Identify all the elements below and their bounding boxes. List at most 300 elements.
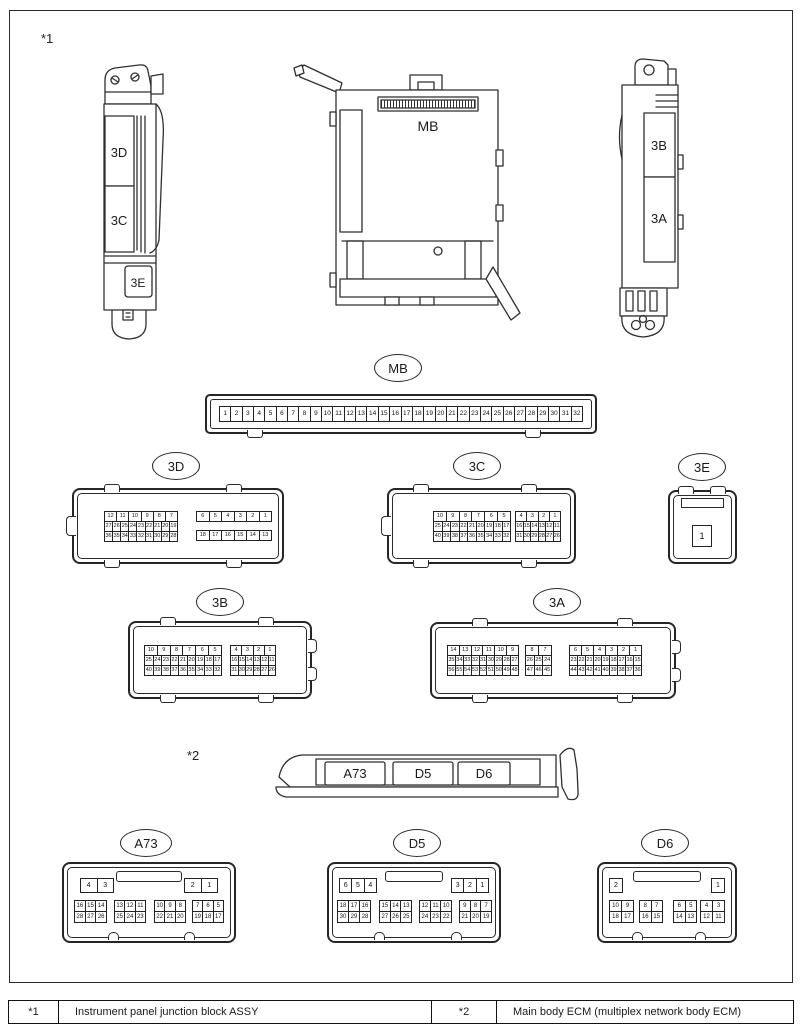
pin-grid [339,878,377,893]
pin-cell: 18 [196,530,210,541]
connector-3a [430,622,676,699]
pin-cell: 34 [484,531,494,542]
mounting-tab [521,560,537,568]
pin-cell: 4 [515,511,527,522]
footnote-desc-cell: Instrument panel junction block ASSY [59,1001,432,1023]
pin-cell: 17 [401,406,413,422]
pin-cell: 5 [209,511,223,522]
pin-cell: 12 [344,406,356,422]
view-label-d6: D6 [475,766,493,781]
pin-cell: 37 [625,665,634,676]
pin-grid [459,900,492,923]
pin-cell: 19 [484,521,494,532]
pin-cell: 34 [455,655,464,666]
pin-cell: 3 [605,645,618,656]
connector-label-3c: 3C [453,452,501,480]
pin-cell: 16 [389,406,401,422]
pin-cell: 50 [494,665,503,676]
connector-label-3d: 3D [152,452,200,480]
pin-cell: 13 [538,521,547,532]
pin-cell: 6 [339,878,352,893]
pin-cell: 28 [502,655,511,666]
pin-cell: 13 [685,911,698,923]
pin-cell: 16 [359,900,371,912]
pin-cell: 2 [609,878,623,893]
footnote-ref-cell: *2 [432,1001,497,1023]
pin-cell: 16 [515,521,524,532]
pin-cell: 14 [246,530,260,541]
pin-cell: 10 [609,900,622,912]
pin-cell: 8 [153,511,166,522]
pin-cell: 14 [447,645,460,656]
pin-cell: 7 [165,511,178,522]
pin-grid [196,511,272,541]
pin-cell: 14 [245,655,254,666]
pin-cell: 17 [209,530,223,541]
pin-cell: 9 [141,511,154,522]
pin-cell: 12 [124,900,135,912]
pin-cell: 31 [230,665,239,676]
pin-cell: 35 [187,665,197,676]
pin-cell: 39 [609,665,618,676]
pin-cell: 16 [625,655,634,666]
pin-grid [419,900,452,923]
pin-cell: 14 [673,911,686,923]
key-notch [374,932,385,940]
pin-cell: 1 [692,525,712,547]
pin-cell: 8 [459,511,473,522]
pin-cell: 20 [187,655,197,666]
pin-cell: 14 [530,521,539,532]
pin-cell: 13 [253,655,262,666]
mounting-hook [560,748,578,799]
pin-cell: 25 [491,406,503,422]
pin-cell: 40 [601,665,610,676]
pin-cell: 11 [332,406,344,422]
pin-cell: 23 [161,655,171,666]
mounting-tab [104,560,120,568]
pin-grid [692,525,712,547]
latch [308,667,317,681]
pin-cell: 21 [467,521,477,532]
pin-cell: 20 [435,406,447,422]
key-notch [451,932,462,940]
pin-cell: 6 [195,645,209,656]
latch [672,640,681,654]
pin-cell: 24 [124,911,135,923]
view-label-mb: MB [417,118,439,134]
pin-cell: 31 [479,655,488,666]
pin-cell: 3 [97,878,115,893]
footnote-ref-cell: *1 [9,1001,59,1023]
pin-cell: 2 [463,878,476,893]
pin-cell: 36 [467,531,477,542]
pin-cell: 10 [440,900,452,912]
pin-cell: 30 [523,531,532,542]
pin-cell: 7 [182,645,196,656]
pin-cell: 18 [493,521,503,532]
pin-cell: 52 [479,665,488,676]
pin-cell: 18 [609,655,618,666]
pin-cell: 8 [639,900,652,912]
pin-cell: 23 [469,406,481,422]
mounting-tab [617,618,633,626]
pin-cell: 39 [153,665,163,676]
bottom-comb [620,288,667,316]
pin-cell: 6 [569,645,582,656]
pin-cell: 33 [493,531,503,542]
pin-cell: 1 [549,511,561,522]
pin-cell: 13 [114,900,125,912]
pin-cell: 3 [241,645,253,656]
pin-cell: 53 [471,665,480,676]
pin-cell: 8 [175,900,186,912]
pin-cell: 12 [471,645,484,656]
pin-cell: 19 [480,911,492,923]
pin-cell: 20 [476,521,486,532]
pin-grid [230,645,276,676]
pin-cell: 22 [440,911,452,923]
junction-block-left-view [95,60,195,340]
pin-cell: 24 [153,655,163,666]
pin-cell: 7 [480,900,492,912]
pin-grid [74,900,107,923]
connector-3d [72,488,284,564]
pin-cell: 56 [447,665,456,676]
pin-cell: 51 [486,665,495,676]
pin-cell: 32 [571,406,583,422]
pin-cell: 38 [161,665,171,676]
pin-cell: 6 [196,511,210,522]
pin-cell: 32 [213,665,223,676]
pin-cell: 19 [192,911,203,923]
mounting-tab [617,695,633,703]
pin-cell: 2 [538,511,550,522]
footnote-table [8,1000,794,1024]
pin-cell: 27 [510,655,519,666]
pin-cell: 15 [85,900,97,912]
pin-cell: 20 [470,911,482,923]
pin-cell: 9 [506,645,519,656]
pin-cell: 27 [260,665,269,676]
connector-label-d6: D6 [641,829,689,857]
pin-cell: 13 [400,900,412,912]
pin-grid [433,511,511,542]
pin-cell: 2 [253,645,265,656]
pin-cell: 44 [569,665,578,676]
pin-cell: 1 [711,878,725,893]
pin-cell: 13 [459,645,472,656]
pin-cell: 23 [136,521,145,532]
pin-cell: 28 [359,911,371,923]
pin-cell: 17 [621,911,634,923]
pin-cell: 9 [157,645,171,656]
pin-cell: 12 [104,511,117,522]
pin-cell: 18 [609,911,622,923]
pin-cell: 15 [234,530,248,541]
pin-cell: 6 [484,511,498,522]
pin-cell: 11 [553,521,562,532]
pin-cell: 39 [442,531,452,542]
pin-cell: 6 [276,406,288,422]
pin-cell: 55 [455,665,464,676]
screw-icon [644,65,654,75]
pin-cell: 30 [486,655,495,666]
mounting-tab [472,695,488,703]
mounting-tab [413,484,429,492]
pin-cell: 17 [348,900,360,912]
pin-cell: 1 [219,406,231,422]
pin-cell: 9 [621,900,634,912]
connector-3c [387,488,576,564]
pin-cell: 10 [128,511,141,522]
pin-cell: 16 [74,900,86,912]
pin-cell: 7 [538,645,552,656]
pin-cell: 29 [245,665,254,676]
pin-cell: 14 [366,406,378,422]
pin-cell: 35 [476,531,486,542]
pin-cell: 15 [238,655,247,666]
pin-cell: 15 [523,521,532,532]
connector-label-3b: 3B [196,588,244,616]
connector-mb [205,394,597,434]
pin-cell: 20 [175,911,186,923]
pin-cell: 30 [238,665,247,676]
pin-cell: 27 [379,911,391,923]
pin-cell: 9 [310,406,322,422]
view-label-3a: 3A [651,211,667,226]
pin-cell: 43 [577,665,586,676]
pin-cell: 37 [459,531,469,542]
pin-cell: 24 [419,911,431,923]
key-notch [695,932,706,940]
pin-cell: 5 [581,645,594,656]
bracket-arm [298,65,342,93]
pin-cell: 26 [268,665,277,676]
connector-label-mb: MB [374,354,422,382]
pin-cell: 25 [400,911,412,923]
pin-cell: 46 [534,665,544,676]
pin-cell: 19 [195,655,205,666]
pin-cell: 2 [184,878,202,893]
pin-cell: 18 [202,911,213,923]
pin-cell: 21 [459,911,471,923]
pin-cell: 28 [169,531,178,542]
connector-a73 [62,862,236,943]
key-slot [116,871,182,882]
pin-cell: 19 [169,521,178,532]
pin-cell: 11 [135,900,146,912]
pin-cell: 30 [548,406,560,422]
pin-cell: 19 [601,655,610,666]
pin-cell: 4 [364,878,377,893]
pin-cell: 21 [153,521,162,532]
pin-cell: 15 [379,900,391,912]
pin-cell: 27 [545,531,554,542]
view-label-3b: 3B [651,138,667,153]
pin-cell: 32 [136,531,145,542]
latch [381,516,391,536]
pin-grid [184,878,218,893]
pin-grid [711,878,725,893]
pin-grid [114,900,146,923]
pin-cell: 3 [712,900,725,912]
pin-cell: 6 [673,900,686,912]
key-notch [184,932,195,940]
mounting-tab [413,560,429,568]
pin-grid [569,645,642,676]
pin-cell: 7 [651,900,664,912]
connector-3e [668,490,737,564]
pin-cell: 31 [515,531,524,542]
pin-cell: 26 [390,911,402,923]
pin-cell: 27 [104,521,113,532]
pin-cell: 7 [287,406,299,422]
pin-cell: 42 [585,665,594,676]
view-label-a73: A73 [343,766,367,781]
pin-cell: 30 [337,911,349,923]
mounting-tab [226,484,242,492]
pin-cell: 10 [494,645,507,656]
pin-cell: 5 [264,406,276,422]
ecm-side-view [268,743,598,811]
junction-block-right-view [598,55,693,340]
pin-cell: 26 [112,521,121,532]
pin-cell: 23 [430,911,442,923]
pin-grid [609,878,623,893]
pin-cell: 10 [144,645,158,656]
pin-cell: 11 [116,511,129,522]
pin-cell: 1 [201,878,219,893]
pin-cell: 22 [154,911,165,923]
pin-cell: 38 [617,665,626,676]
pin-cell: 18 [337,900,349,912]
pin-cell: 8 [525,645,539,656]
pin-cell: 36 [104,531,113,542]
pin-cell: 18 [204,655,214,666]
bottom-foot [622,316,664,337]
pin-cell: 21 [585,655,594,666]
mounting-tab [521,484,537,492]
mounting-tab [247,430,263,438]
pin-cell: 2 [230,406,242,422]
pin-cell: 33 [128,531,137,542]
pin-cell: 9 [164,900,175,912]
mounting-tab [226,560,242,568]
pin-cell: 2 [617,645,630,656]
pin-grid [379,900,412,923]
pin-cell: 28 [74,911,86,923]
pin-grid [337,900,371,923]
pin-cell: 45 [542,665,552,676]
pin-cell: 25 [120,521,129,532]
pin-cell: 20 [593,655,602,666]
pin-cell: 29 [494,655,503,666]
pin-cell: 28 [253,665,262,676]
pin-cell: 4 [253,406,265,422]
pin-cell: 22 [170,655,180,666]
pin-cell: 26 [525,655,535,666]
section-ref-1: *1 [41,31,54,46]
pin-cell: 5 [213,900,224,912]
pin-cell: 19 [423,406,435,422]
pin-cell: 14 [390,900,402,912]
section-ref-2: *2 [187,748,200,763]
pin-cell: 1 [629,645,642,656]
pin-cell: 28 [538,531,547,542]
pin-grid [144,645,222,676]
pin-cell: 12 [260,655,269,666]
pin-cell: 8 [298,406,310,422]
pin-cell: 5 [351,878,364,893]
pin-cell: 25 [433,521,443,532]
pin-cell: 17 [213,655,223,666]
pin-cell: 1 [476,878,489,893]
pin-grid [80,878,114,893]
pin-cell: 11 [430,900,442,912]
pin-grid [154,900,186,923]
pin-cell: 4 [221,511,235,522]
pin-cell: 22 [145,521,154,532]
pin-cell: 24 [442,521,452,532]
mounting-tab [258,695,274,703]
bracket-outline [105,65,151,104]
mounting-tab [525,430,541,438]
pin-cell: 1 [264,645,276,656]
latch [308,639,317,653]
connector-3b [128,621,312,699]
key-notch [632,932,643,940]
pin-cell: 40 [433,531,443,542]
ecm-bottom-lip [276,787,558,797]
pin-grid [700,900,725,923]
pin-cell: 35 [112,531,121,542]
pin-cell: 7 [471,511,485,522]
pin-cell: 29 [161,531,170,542]
pin-cell: 29 [348,911,360,923]
pin-cell: 10 [154,900,165,912]
view-label-3c: 3C [110,213,128,228]
connector-label-3a: 3A [533,588,581,616]
mounting-tab [472,618,488,626]
pin-grid [104,511,178,542]
pin-cell: 25 [144,655,154,666]
view-label-d5: D5 [414,766,432,781]
pin-cell: 4 [80,878,98,893]
pin-cell: 11 [482,645,495,656]
pin-cell: 34 [195,665,205,676]
pin-cell: 36 [178,665,188,676]
mounting-tab [678,486,694,494]
view-label-3d: 3D [110,145,128,160]
mounting-tab [258,617,274,625]
pin-cell: 15 [378,406,390,422]
pin-cell: 12 [545,521,554,532]
pin-cell: 25 [534,655,544,666]
pin-cell: 4 [593,645,606,656]
key-slot [385,871,443,882]
pin-cell: 7 [192,900,203,912]
pin-cell: 12 [419,900,431,912]
pin-cell: 14 [95,900,107,912]
pin-cell: 36 [633,665,642,676]
pin-cell: 17 [617,655,626,666]
pin-cell: 22 [577,655,586,666]
pin-grid [609,900,634,923]
mounting-tab [104,484,120,492]
pin-cell: 21 [446,406,458,422]
pin-cell: 37 [170,665,180,676]
